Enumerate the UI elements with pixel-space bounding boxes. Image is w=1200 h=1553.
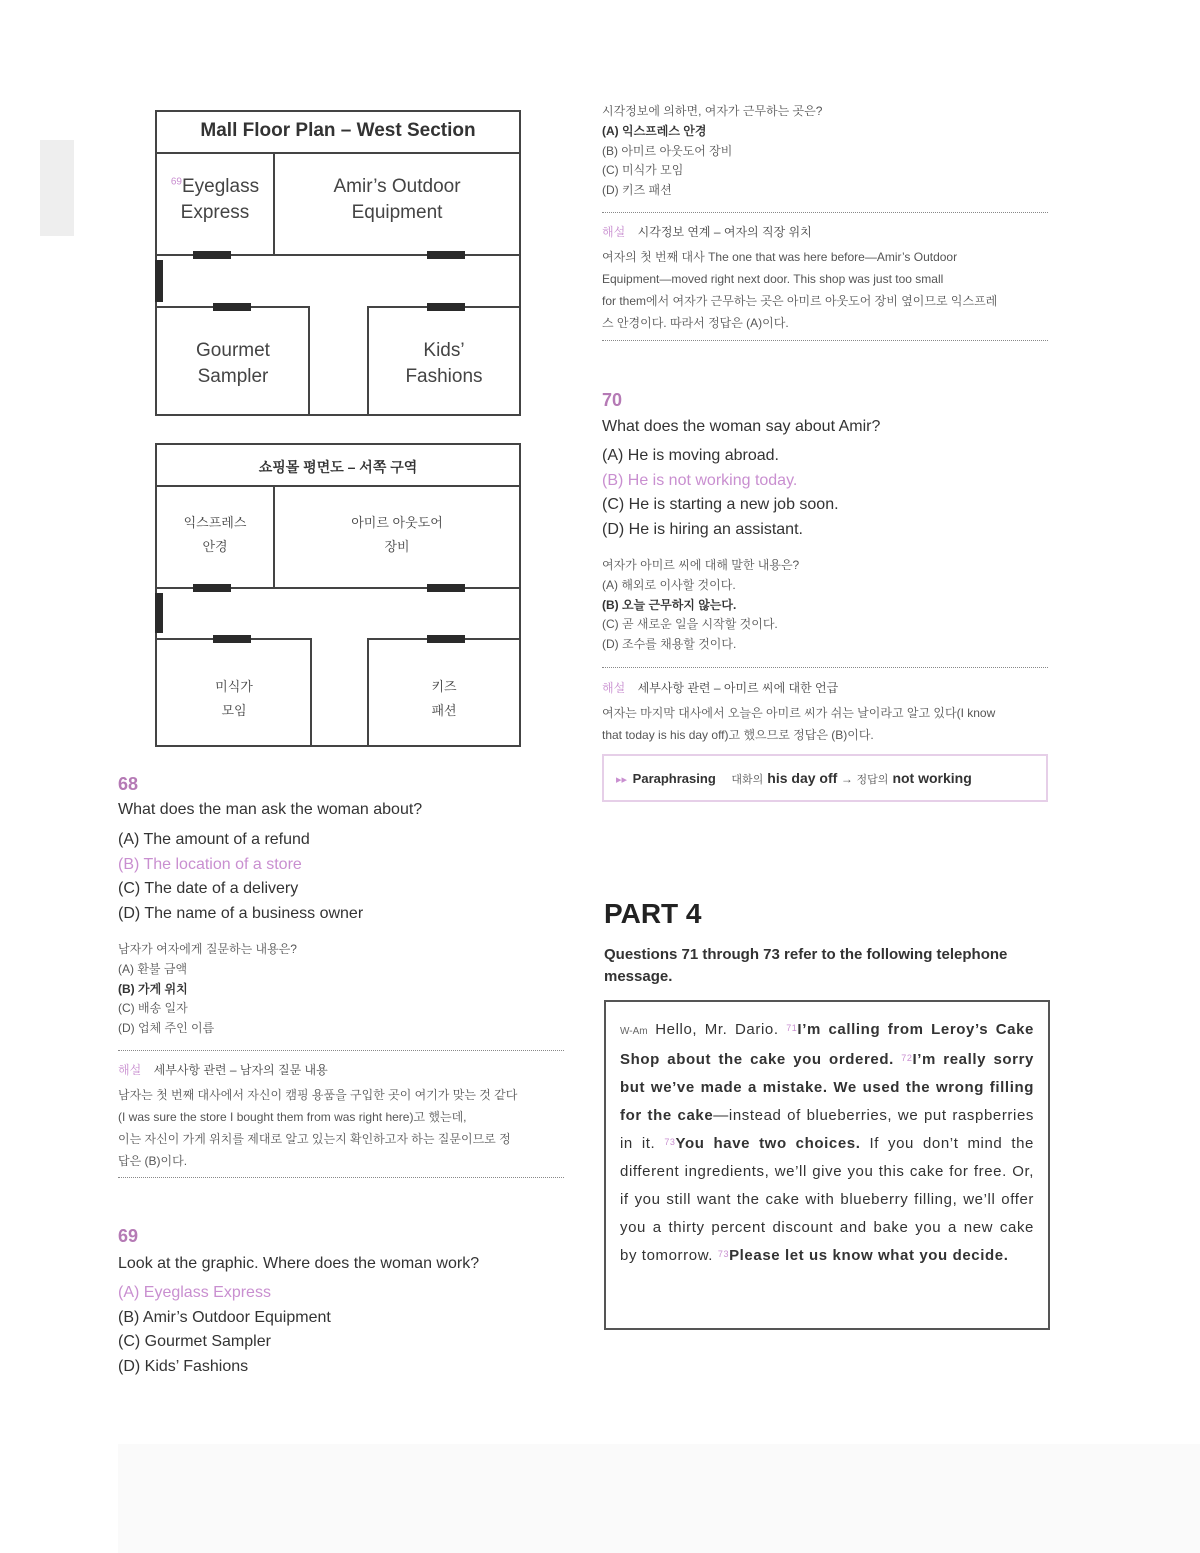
answer-option: (C) The date of a delivery	[118, 880, 299, 897]
message-sentence-keyed: You have two choices.	[675, 1135, 861, 1152]
message-sentence-keyed: I’m calling from Leroy’s Cake Shop about the cake you ordered.	[620, 1021, 1034, 1068]
answer-option: (C) He is starting a new job soon.	[602, 496, 839, 513]
question-text: What does the woman say about Amir?	[602, 418, 881, 435]
korean-option-correct: (B) 오늘 근무하지 않는다.	[602, 597, 737, 612]
room-label: 익스프레스	[183, 515, 247, 530]
answer-options	[602, 444, 839, 542]
question-number: 69	[118, 1226, 139, 1246]
floor-plan-english	[155, 110, 521, 416]
answer-options	[118, 828, 363, 926]
telephone-message-box	[604, 1000, 1050, 1330]
answer-option-correct: (A) Eyeglass Express	[118, 1284, 271, 1301]
paraphrasing-mid: 정답의	[856, 774, 889, 786]
floor-plan-divider	[157, 485, 519, 487]
answer-option: (D) Kids’ Fashions	[118, 1357, 249, 1375]
floor-plan-title: 쇼핑몰 평면도 – 서쪽 구역	[258, 459, 418, 475]
explanation-title: 시각정보 연계 – 여자의 직장 위치	[637, 225, 812, 239]
answer-option: (B) Amir’s Outdoor Equipment	[118, 1308, 331, 1326]
telephone-message-text	[620, 1016, 1034, 1270]
korean-option: (A) 환불 금액	[118, 962, 188, 976]
explanation-line: 이는 자신이 가게 위치를 제대로 알고 있는지 확인하고자 하는 질문이므로 정	[118, 1132, 511, 1146]
room-label: Amir’s Outdoor	[333, 176, 461, 197]
explanation-body	[118, 1084, 568, 1172]
explanation-line: 스 안경이다. 따라서 정답은 (A)이다.	[602, 316, 789, 330]
explanation-line: 남자는 첫 번째 대사에서 자신이 캠핑 용품을 구입한 곳이 여기가 맞는 것 같다	[118, 1088, 518, 1102]
korean-question: 여자가 아미르 씨에 대해 말한 내용은?	[602, 558, 800, 572]
answer-option-correct: (B) The location of a store	[118, 855, 302, 873]
explanation-divider	[602, 212, 1048, 213]
answer-option: (A) He is moving abroad.	[602, 447, 779, 464]
room-label: 미식가	[215, 679, 253, 694]
explanation-heading	[602, 223, 812, 241]
explanation-title: 세부사항 관련 – 아미르 씨에 대한 언급	[637, 681, 839, 695]
explanation-line: 여자는 마지막 대사에서 오늘은 아미르 씨가 쉬는 날이라고 알고 있다(I know	[602, 706, 996, 720]
explanation-heading	[118, 1061, 328, 1079]
room-eyeglass-express-ko	[157, 511, 273, 559]
door	[427, 635, 465, 643]
explanation-body	[602, 702, 1052, 746]
message-sentence-keyed: I’m really sorry but we’ve made a mistake. We used the wrong filling for the cake	[620, 1051, 1034, 1124]
room-label: Fashions	[405, 365, 483, 387]
korean-option: (D) 업체 주인 이름	[118, 1020, 215, 1035]
room-label: Kids’	[423, 340, 465, 361]
korean-option: (B) 아미르 아웃도어 장비	[602, 143, 733, 158]
answer-option-correct: (B) He is not working today.	[602, 471, 798, 489]
message-sentence: —instead of blueberries, we put raspberries in it.	[620, 1107, 1034, 1152]
korean-option: (C) 곧 새로운 일을 시작할 것이다.	[602, 617, 778, 631]
korean-options	[602, 122, 732, 200]
explanation-divider	[602, 667, 1048, 668]
answer-option: (A) The amount of a refund	[118, 831, 310, 848]
answer-options	[118, 1281, 331, 1379]
explanation-line: 답은 (B)이다.	[118, 1154, 188, 1168]
floor-plan-title: Mall Floor Plan – West Section	[200, 120, 476, 141]
message-sentence: Hello, Mr. Dario.	[655, 1021, 779, 1038]
room-gourmet-sampler	[157, 338, 309, 389]
korean-option-correct: (B) 가게 위치	[118, 981, 188, 996]
double-arrow-icon: ▸▸	[616, 774, 628, 786]
explanation-divider	[602, 340, 1048, 341]
explanation-line: for them에서 여자가 근무하는 곳은 아미르 아웃도어 장비 옆이므로 익스프레	[602, 294, 998, 308]
korean-option: (D) 조수를 채용할 것이다.	[602, 636, 737, 651]
message-sentence-keyed: Please let us know what you decide.	[729, 1247, 1009, 1264]
korean-option: (D) 키즈 패션	[602, 182, 672, 197]
korean-options	[118, 960, 214, 1038]
answer-option: (D) He is hiring an assistant.	[602, 520, 803, 538]
room-label: 장비	[384, 539, 410, 554]
paraphrasing-to: not working	[892, 770, 972, 786]
door	[427, 584, 465, 592]
korean-option: (C) 미식가 모임	[602, 163, 684, 177]
room-amirs-outdoor-ko	[275, 511, 519, 559]
explanation-title: 세부사항 관련 – 남자의 질문 내용	[153, 1063, 328, 1077]
message-sentence: If you don’t mind the different ingredients, we’ll give you this cake for free. Or, if you still want the cake with blueberry filling, we’ll offer you a thirty percent discount and bake you a new cake by tomorrow.	[620, 1135, 1034, 1264]
room-label: Eyeglass	[182, 176, 260, 197]
door	[427, 251, 465, 259]
part-intro: Questions 71 through 73 refer to the following telephone message.	[604, 946, 1008, 985]
korean-option-correct: (A) 익스프레스 안경	[602, 124, 707, 138]
room-label: 아미르 아웃도어	[351, 515, 443, 530]
question-text: What does the man ask the woman about?	[118, 801, 423, 818]
question-ref-number: 73	[717, 1249, 730, 1259]
room-kids-fashions	[369, 338, 519, 389]
korean-option: (C) 배송 일자	[118, 1001, 188, 1015]
question-ref-number: 73	[664, 1137, 676, 1147]
question-number: 70	[602, 390, 623, 410]
explanation-line: Equipment—moved right next door. This shop was just too small	[602, 272, 944, 286]
paraphrasing-box	[602, 754, 1048, 802]
explanation-heading	[602, 679, 838, 697]
paraphrasing-label: Paraphrasing	[632, 771, 716, 786]
room-label: 모임	[221, 703, 247, 718]
answer-option: (C) Gourmet Sampler	[118, 1333, 271, 1350]
explanation-line: (I was sure the store I bought them from was right here)고 했는데,	[118, 1110, 467, 1124]
room-amirs-outdoor	[275, 174, 519, 225]
korean-question: 남자가 여자에게 질문하는 내용은?	[118, 942, 297, 956]
explanation-label: 해설	[602, 225, 626, 239]
floor-plan-divider	[157, 152, 519, 154]
page-bottom-shade	[118, 1444, 1200, 1553]
room-gourmet-sampler-ko	[157, 675, 311, 723]
door	[193, 584, 231, 592]
door	[213, 635, 251, 643]
explanation-line: that today is his day off)고 했으므로 정답은 (B)이다.	[602, 728, 874, 742]
floor-plan-korean	[155, 443, 521, 747]
korean-question: 시각정보에 의하면, 여자가 근무하는 곳은?	[602, 104, 823, 118]
explanation-label: 해설	[602, 681, 626, 695]
part-title: PART 4	[604, 898, 702, 929]
room-label: 패션	[431, 703, 457, 718]
question-ref-number: 71	[786, 1023, 798, 1033]
paraphrasing-content	[616, 770, 972, 787]
explanation-body	[602, 246, 1052, 334]
entrance-door	[155, 593, 163, 633]
room-label: Equipment	[351, 201, 443, 223]
question-text: Look at the graphic. Where does the woman work?	[118, 1255, 480, 1272]
explanation-divider	[118, 1050, 564, 1051]
question-ref-number: 69	[170, 176, 182, 188]
room-label: Express	[180, 201, 250, 223]
room-label: Gourmet	[196, 340, 270, 361]
room-label: Sampler	[197, 365, 269, 387]
korean-option: (A) 해외로 이사할 것이다.	[602, 578, 736, 592]
entrance-door	[155, 260, 163, 302]
explanation-line: 여자의 첫 번째 대사 The one that was here before—Amir’s Outdoor	[602, 250, 958, 264]
page-edge-strip	[40, 140, 74, 236]
korean-options	[602, 576, 778, 654]
room-kids-fashions-ko	[369, 675, 519, 723]
paraphrasing-pre: 대화의	[731, 774, 764, 786]
explanation-label: 해설	[118, 1063, 142, 1077]
paraphrasing-from: his day off	[767, 770, 838, 786]
answer-option: (D) The name of a business owner	[118, 904, 364, 922]
room-eyeglass-express	[157, 174, 273, 225]
arrow-icon: →	[840, 772, 853, 786]
room-label: 키즈	[431, 679, 457, 694]
door	[193, 251, 231, 259]
room-label: 안경	[202, 539, 228, 554]
door	[213, 303, 251, 311]
explanation-divider	[118, 1177, 564, 1178]
door	[427, 303, 465, 311]
question-number: 68	[118, 774, 139, 794]
speaker-label: W-Am	[620, 1026, 648, 1037]
question-ref-number: 72	[901, 1053, 913, 1063]
